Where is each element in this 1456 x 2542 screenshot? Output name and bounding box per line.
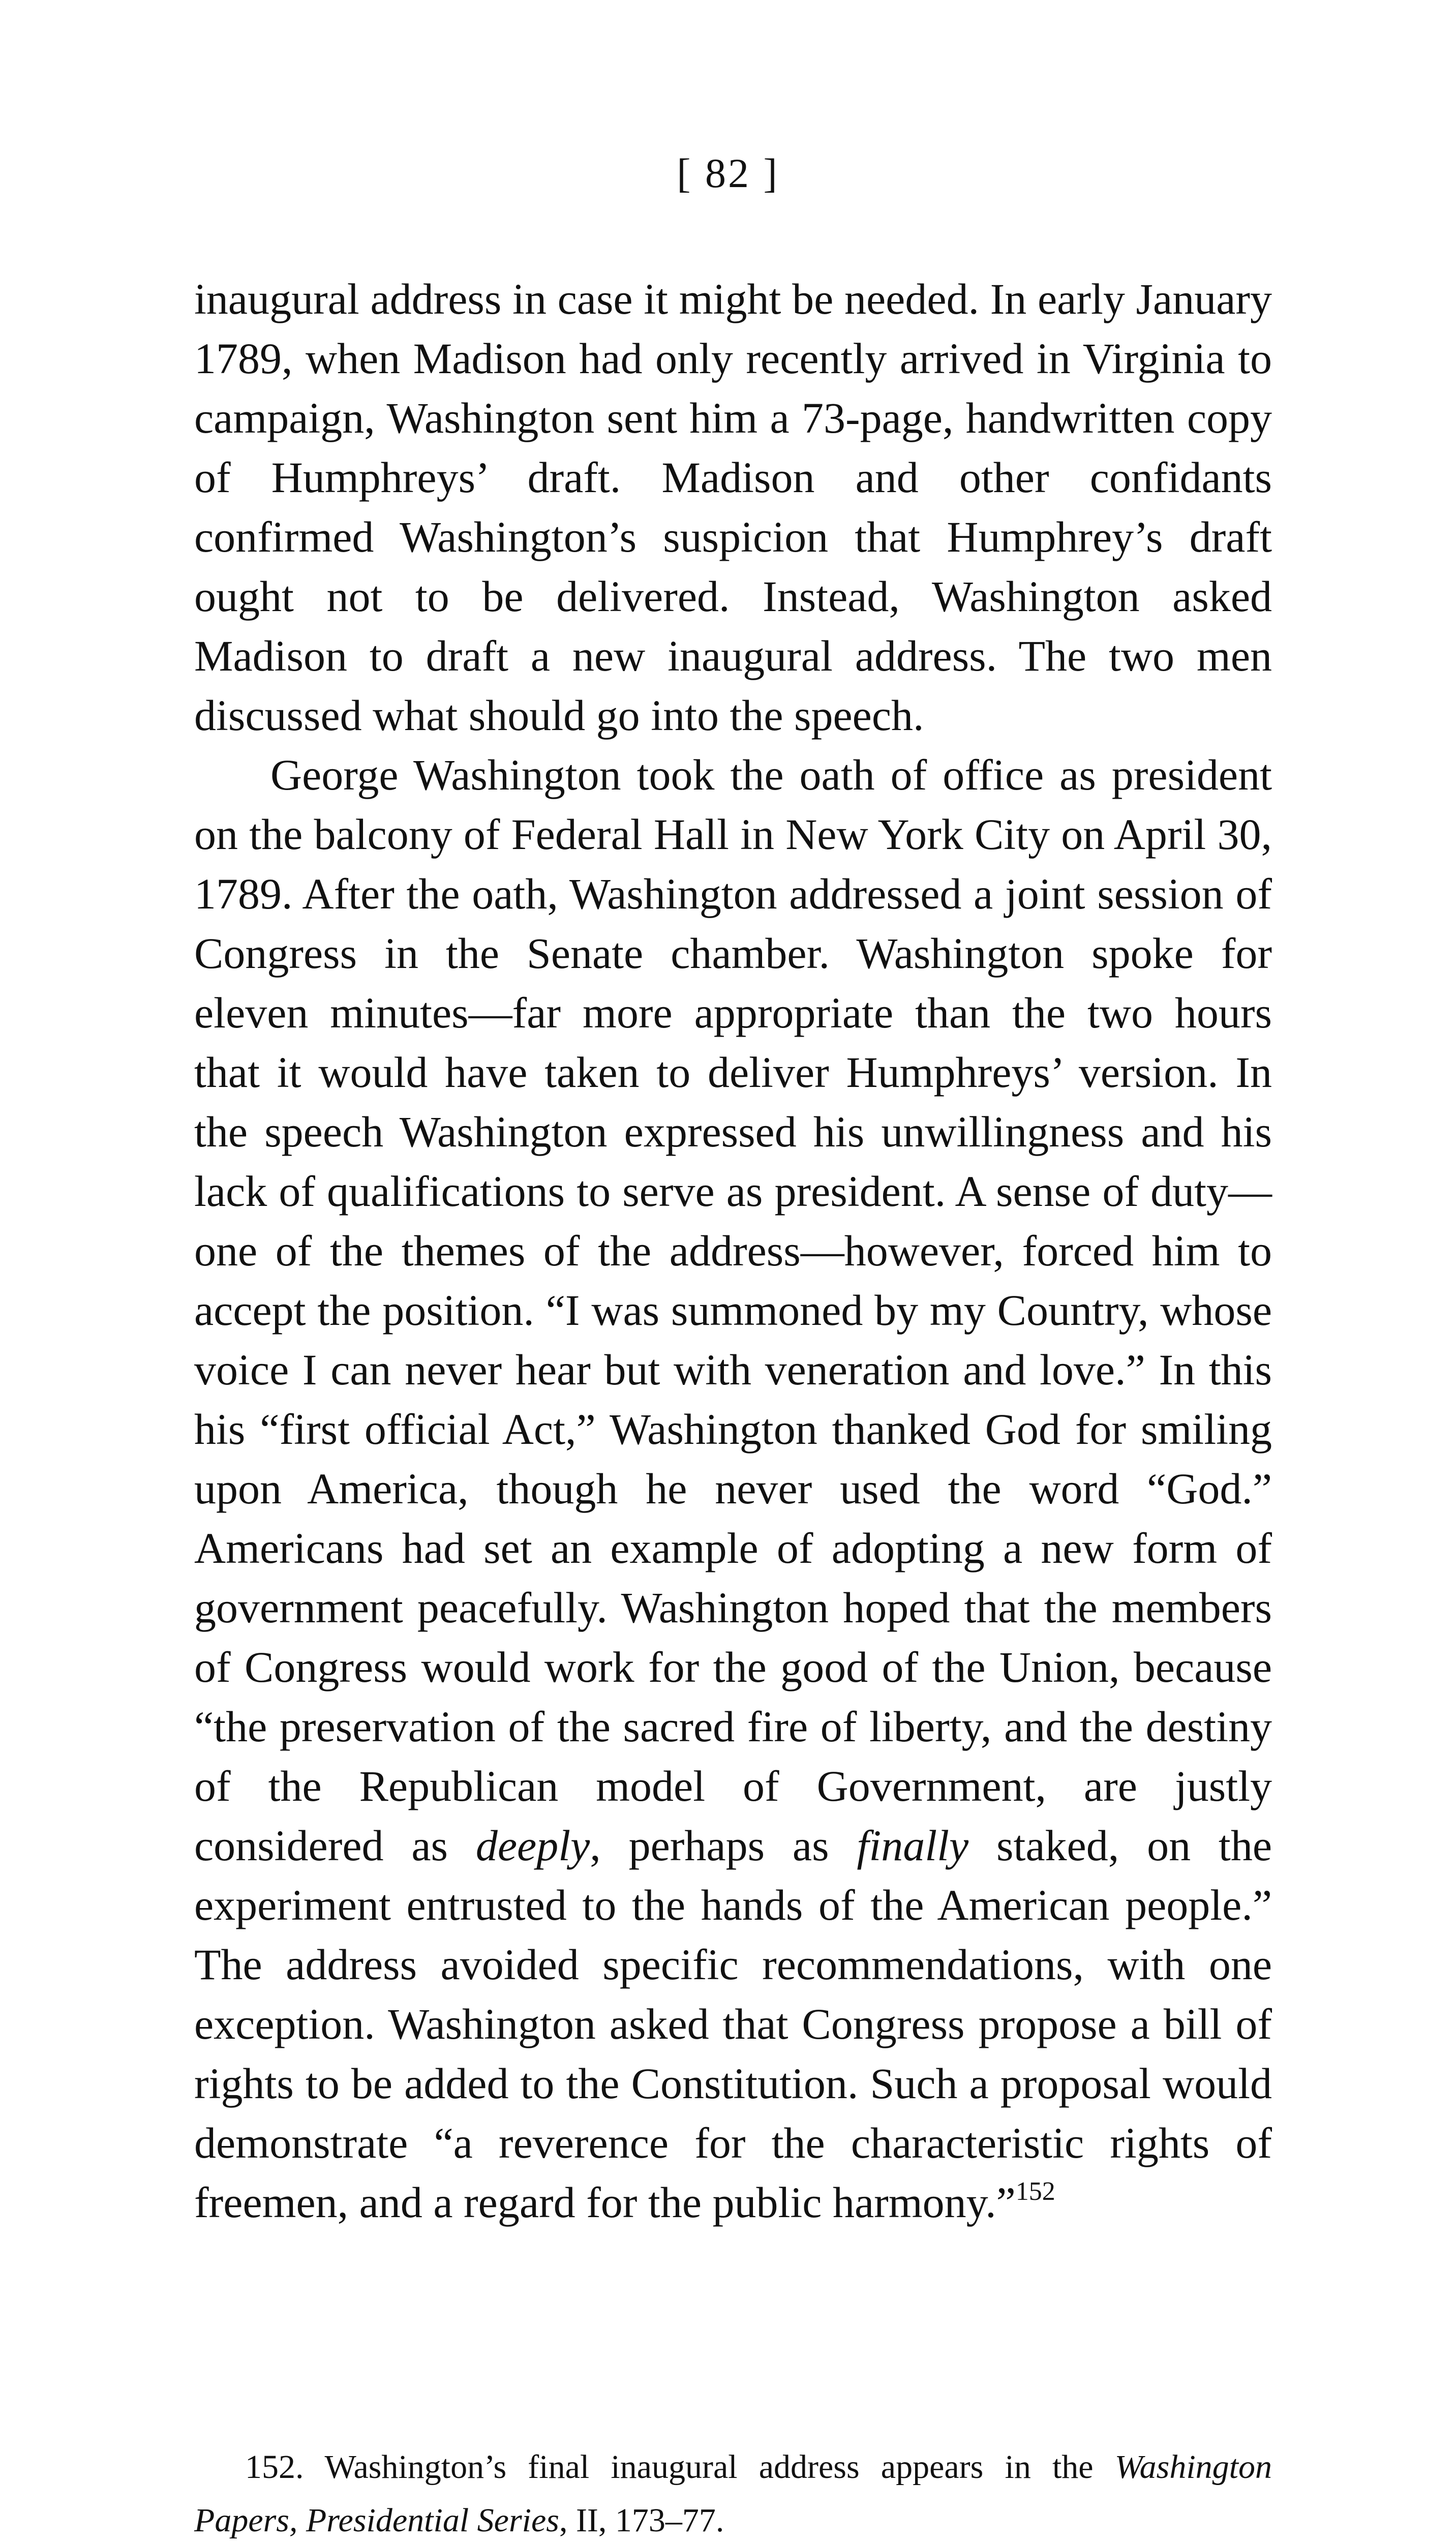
paragraph-2 [194, 745, 1272, 2232]
footnote-reference: 152 [1015, 2177, 1055, 2206]
paragraph-2-text-b: , perhaps as [590, 1821, 857, 1870]
body-text [194, 269, 1272, 2232]
paragraph-2-italic-finally: finally [857, 1821, 969, 1870]
footnote-text-a: 152. Washington’s final inaugural address appears in the [245, 2448, 1115, 2486]
footnote-152 [194, 2440, 1272, 2542]
paragraph-2-text-a: George Washington took the oath of office as president on the balcony of Federal Hall in New York City on April 30, 1789. After the oath, Washington addressed a joint session of Congress in the Senate chamber. Washington spoke for eleven minutes—far more appropriate than the two hours that it would have taken to deliver Humphreys’ version. In the speech Washington expressed his unwillingness and his lack of qualifications to serve as president. A sense of duty—one of the themes of the address—however, forced him to accept the position. “I was summoned by my Country, whose voice I can never hear but with veneration and love.” In this his “first official Act,” Washington thanked God for smiling upon America, though he never used the word “God.” Americans had set an example of adopting a new form of government peacefully. Washington hoped that the members of Congress would work for the good of the Union, because “the preservation of the sacred fire of liberty, and the destiny of the Republican model of Government, are justly considered as [194, 750, 1272, 1870]
paragraph-1: inaugural address in case it might be needed. In early January 1789, when Madison had only recently arrived in Virginia to campaign, Washington sent him a 73-page, handwritten copy of Humphreys’ draft. Madison and other confidants confirmed Washington’s suspicion that Humphrey’s draft ought not to be delivered. Instead, Washington asked Madison to draft a new inaugural address. The two men discussed what should go into the speech. [194, 275, 1272, 740]
paragraph-2-text-c: staked, on the experiment entrusted to the hands of the American people.” The address avoided specific recommendations, with one exception. Washington asked that Congress propose a bill of rights to be added to the Constitution. Such a proposal would demonstrate “a reverence for the characteristic rights of freemen, and a regard for the public harmony.” [194, 1821, 1272, 2227]
paragraph-2-italic-deeply: deeply [475, 1821, 590, 1870]
footnote [194, 2440, 1272, 2542]
page-number: [ 82 ] [677, 150, 779, 196]
footnote-italic-title: Washington Papers, Presidential Series [194, 2448, 1272, 2539]
footnote-text-b: , II, 173–77. [559, 2502, 724, 2539]
